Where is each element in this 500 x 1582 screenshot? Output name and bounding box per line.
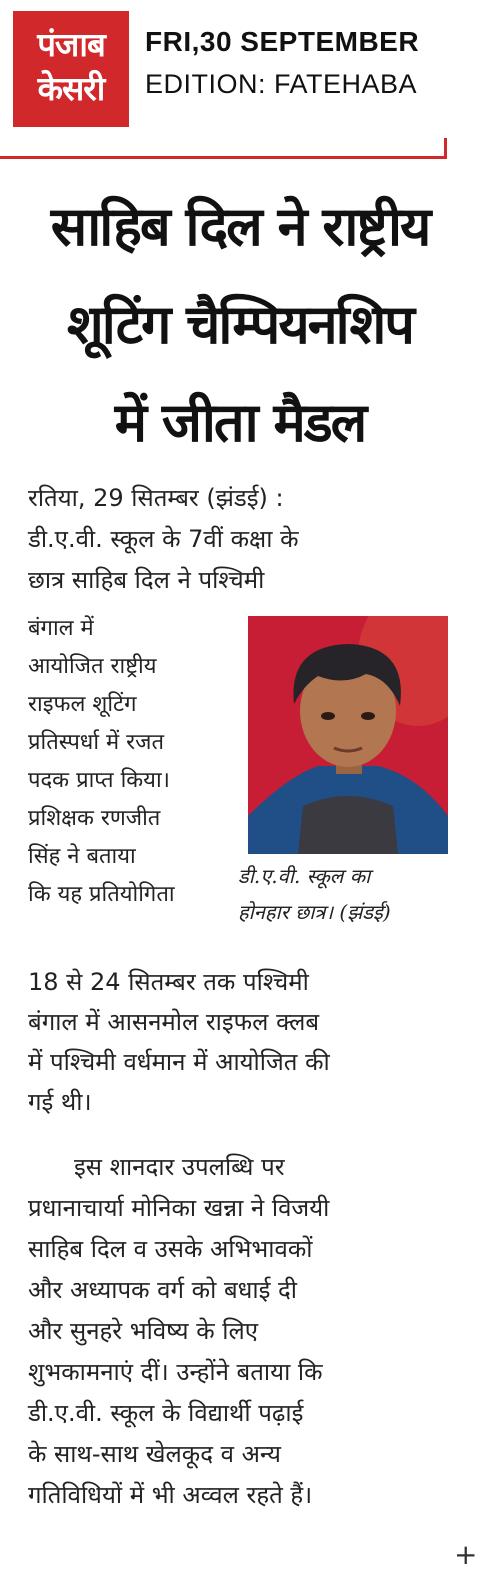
text-line: कि यह प्रतियोगिता [28, 882, 175, 907]
text-line: गतिविधियों में भी अव्वल रहते हैं। [28, 1481, 313, 1509]
text-line: में पश्चिमी वर्धमान में आयोजित की [28, 1048, 330, 1076]
text-line: के साथ-साथ खेलकूद व अन्य [28, 1440, 281, 1468]
article-wrap-text [28, 610, 243, 914]
headline-line-1: साहिब दिल ने राष्ट्रीय [50, 195, 430, 258]
newspaper-logo [13, 11, 129, 127]
text-line: बंगाल में [28, 616, 94, 641]
text-line: सिंह ने बताया [28, 844, 136, 869]
text-line: रतिया, 29 सितम्बर (झंडई) : [28, 484, 284, 512]
clip-border-horizontal [0, 156, 447, 159]
text-line: 18 से 24 सितम्बर तक पश्चिमी [28, 968, 309, 996]
article-paragraph-2 [28, 1147, 468, 1516]
edition-name: EDITION: FATEHABA [145, 69, 418, 99]
edition-date: FRI,30 SEPTEMBER [145, 26, 420, 57]
text-line: गई थी। [28, 1088, 92, 1116]
text-line: पदक प्राप्त किया। [28, 768, 170, 793]
text-line: छात्र साहिब दिल ने पश्चिमी [28, 566, 265, 594]
text-line: आयोजित राष्ट्रीय [28, 654, 157, 679]
text-line: प्रधानाचार्या मोनिका खन्ना ने विजयी [28, 1194, 330, 1222]
headline-line-2: शूटिंग चैम्पियनशिप [67, 293, 413, 356]
article-intro [28, 478, 460, 601]
masthead [0, 0, 500, 140]
text-line: राइफल शूटिंग [28, 692, 137, 717]
text-line: शुभकामनाएं दीं। उन्होंने बताया कि [28, 1358, 323, 1386]
expand-plus-icon[interactable]: + [454, 1538, 478, 1571]
logo-line-1: पंजाब [37, 25, 105, 64]
text-line: प्रतिस्पर्धा में रजत [28, 730, 165, 755]
edition-info [145, 20, 500, 104]
text-line: डी.ए.वी. स्कूल के 7वीं कक्षा के [28, 525, 299, 553]
text-line: बंगाल में आसनमोल राइफल क्लब [28, 1008, 320, 1036]
text-line: डी.ए.वी. स्कूल के विद्यार्थी पढ़ाई [28, 1399, 304, 1427]
article-headline [0, 178, 480, 472]
text-line: और सुनहरे भविष्य के लिए [28, 1317, 259, 1345]
text-line: प्रशिक्षक रणजीत [28, 806, 161, 831]
text-line: इस शानदार उपलब्धि पर [74, 1153, 285, 1181]
logo-line-2: केसरी [37, 69, 105, 108]
caption-line: होनहार छात्र। (झंडई) [238, 900, 391, 924]
text-line: साहिब दिल व उसके अभिभावकों [28, 1235, 313, 1263]
photo-caption [238, 858, 458, 930]
article-continuation [28, 962, 460, 1122]
text-line: और अध्यापक वर्ग को बधाई दी [28, 1276, 297, 1304]
headline-line-3: में जीता मैडल [114, 391, 366, 454]
student-portrait-image [248, 616, 448, 854]
caption-line: डी.ए.वी. स्कूल का [238, 864, 371, 888]
student-photo [248, 616, 448, 854]
